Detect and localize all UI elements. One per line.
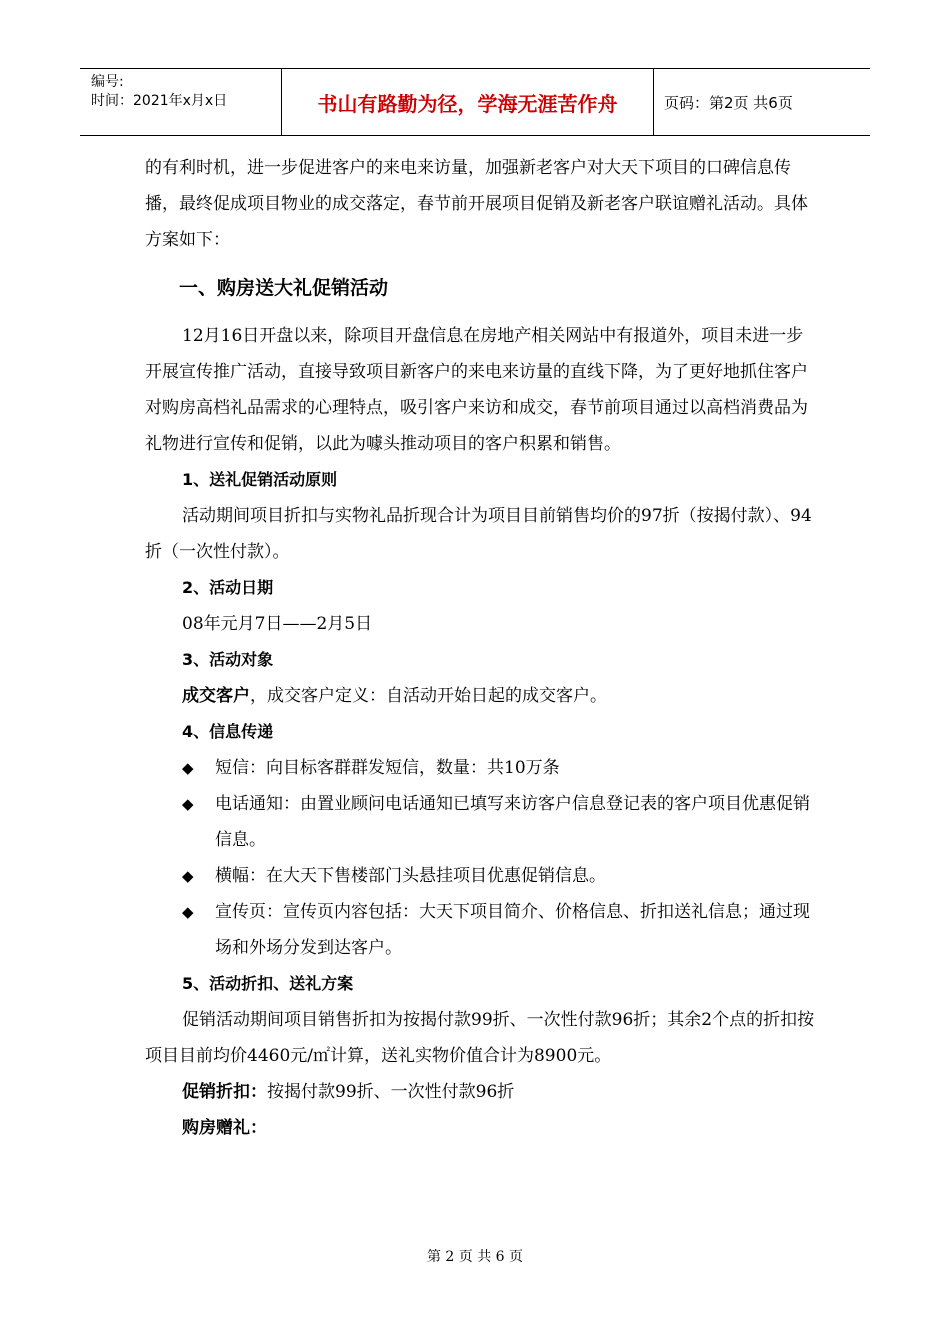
- time-label: 时间：2021年x月x日: [91, 93, 228, 109]
- diamond-bullet-icon: ◆: [182, 795, 194, 813]
- diamond-bullet-icon: ◆: [182, 759, 194, 777]
- subsection3-text: [145, 678, 815, 714]
- discount-label: 促销折扣：: [182, 1082, 267, 1102]
- subsection5-text: 促销活动期间项目销售折扣为按揭付款99折、一次性付款96折；其余2个点的折扣按项目目前均价4460元/㎡计算，送礼实物价值合计为8900元。: [145, 1010, 815, 1066]
- intro-paragraph: 的有利时机，进一步促进客户的来电来访量，加强新老客户对大天下项目的口碑信息传播，最终促成项目物业的成交落定，春节前开展项目促销及新老客户联谊赠礼活动。具体方案如下：: [145, 158, 808, 250]
- section1-paragraph: 12月16日开盘以来，除项目开盘信息在房地产相关网站中有报道外，项目未进一步开展宣传推广活动，直接导致项目新客户的来电来访量的直线下降，为了更好地抓住客户对购房高档礼品需求的心理特点，吸引客户来访和成交，春节前项目通过以高档消费品为礼物进行宣传和促销，以此为噱头推动项目的客户积累和销售。: [145, 326, 808, 454]
- diamond-bullet-icon: ◆: [182, 903, 194, 921]
- subsection2-text: 08年元月7日——2月5日: [182, 614, 373, 634]
- subsection1-text: 活动期间项目折扣与实物礼品折现合计为项目目前销售均价的97折（按揭付款）、94折（一次性付款）。: [145, 506, 812, 562]
- subsection4-heading: 4、信息传递: [182, 722, 274, 741]
- header-page-info: 页码：第2页 共6页: [664, 93, 793, 112]
- target-label: 成交客户: [182, 686, 250, 706]
- document-body: [145, 150, 815, 1146]
- bullet-item: [145, 750, 815, 786]
- header-motto: 书山有路勤为径，学海无涯苦作舟: [282, 69, 654, 135]
- gift-label: 购房赠礼：: [182, 1118, 267, 1138]
- discount-text: 按揭付款99折、一次性付款96折: [267, 1082, 515, 1102]
- header-meta: [80, 69, 282, 135]
- subsection2-heading: 2、活动日期: [182, 578, 274, 597]
- subsection3-heading: 3、活动对象: [182, 650, 274, 669]
- gift-line: [145, 1110, 815, 1146]
- target-definition: ，成交客户定义：自活动开始日起的成交客户。: [250, 686, 607, 706]
- subsection1-heading: 1、送礼促销活动原则: [182, 470, 338, 489]
- bullet-item: [145, 786, 815, 858]
- page-footer: 第 2 页 共 6 页: [426, 1249, 524, 1265]
- page-header: [80, 68, 870, 136]
- number-label: 编号:: [91, 74, 124, 90]
- diamond-bullet-icon: ◆: [182, 867, 194, 885]
- section1-heading: 一、购房送大礼促销活动: [179, 277, 389, 299]
- bullet-item: [145, 858, 815, 894]
- bullet-text: 宣传页：宣传页内容包括：大天下项目简介、价格信息、折扣送礼信息；通过现场和外场分发到达客户。: [215, 902, 810, 958]
- bullet-text: 横幅：在大天下售楼部门头悬挂项目优惠促销信息。: [215, 866, 606, 886]
- discount-line: [145, 1074, 815, 1110]
- bullet-item: [145, 894, 815, 966]
- bullet-text: 短信：向目标客群群发短信，数量：共10万条: [215, 758, 560, 778]
- subsection5-heading: 5、活动折扣、送礼方案: [182, 974, 354, 993]
- bullet-text: 电话通知：由置业顾问电话通知已填写来访客户信息登记表的客户项目优惠促销信息。: [215, 794, 810, 850]
